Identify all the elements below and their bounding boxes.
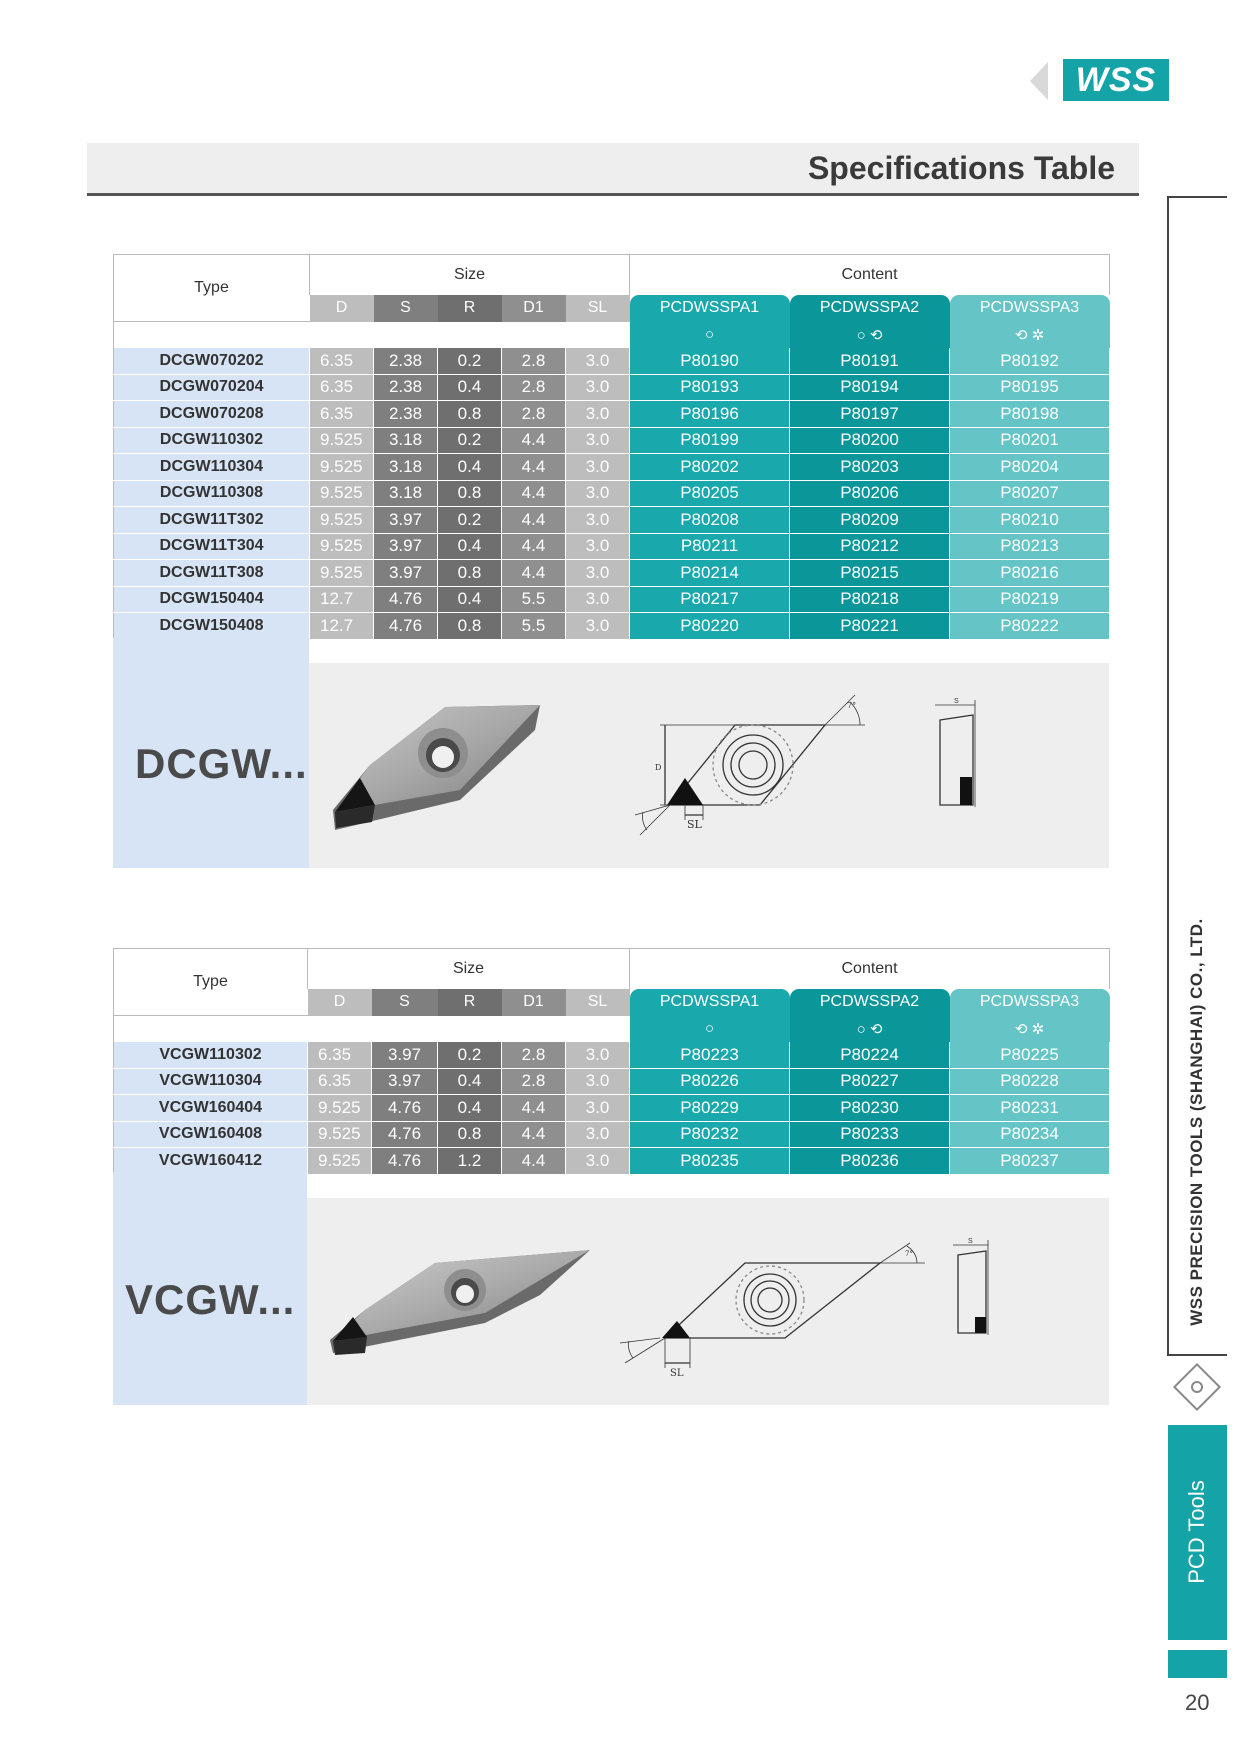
s-value: 2.38 bbox=[374, 348, 438, 375]
type-cell: VCGW160404 bbox=[114, 1095, 308, 1122]
pa3-code: P80204 bbox=[950, 454, 1110, 481]
s-value: 4.76 bbox=[372, 1121, 438, 1148]
grade-header-pa2: PCDWSSPA2 bbox=[790, 989, 950, 1016]
pa3-code: P80213 bbox=[950, 533, 1110, 560]
table-row bbox=[114, 1042, 1110, 1069]
table-row bbox=[114, 1121, 1110, 1148]
type-cell: DCGW110304 bbox=[114, 454, 310, 481]
d-value: 6.35 bbox=[310, 348, 374, 375]
d1-value: 5.5 bbox=[502, 613, 566, 640]
type-cell: DCGW11T304 bbox=[114, 533, 310, 560]
pa1-code: P80223 bbox=[630, 1042, 790, 1069]
content-header: Content bbox=[630, 255, 1110, 295]
d-value: 9.525 bbox=[310, 427, 374, 454]
dim-header-d: D bbox=[310, 295, 374, 322]
d1-value: 4.4 bbox=[502, 1095, 566, 1122]
d-value: 9.525 bbox=[308, 1148, 372, 1175]
sl-value: 3.0 bbox=[566, 586, 630, 613]
r-value: 0.4 bbox=[438, 586, 502, 613]
type-cell: VCGW160412 bbox=[114, 1148, 308, 1175]
symbol-pa1: ○ bbox=[630, 1016, 790, 1042]
d1-value: 4.4 bbox=[502, 533, 566, 560]
r-value: 1.2 bbox=[438, 1148, 502, 1175]
insert-drawing-top-vcgw bbox=[615, 1238, 935, 1378]
dim-header-sl: SL bbox=[566, 989, 630, 1016]
pa3-code: P80192 bbox=[950, 348, 1110, 375]
type-header: Type bbox=[114, 255, 310, 322]
size-header: Size bbox=[310, 255, 630, 295]
spec-table-dcgw bbox=[113, 254, 1110, 640]
pa2-code: P80230 bbox=[790, 1095, 950, 1122]
type-cell: DCGW070202 bbox=[114, 348, 310, 375]
sl-value: 3.0 bbox=[566, 507, 630, 534]
pa2-code: P80236 bbox=[790, 1148, 950, 1175]
pa3-code: P80201 bbox=[950, 427, 1110, 454]
d-value: 9.525 bbox=[310, 507, 374, 534]
label-sl: SL bbox=[670, 1368, 684, 1378]
type-header: Type bbox=[114, 949, 308, 1016]
d-value: 9.525 bbox=[310, 560, 374, 587]
pa3-code: P80195 bbox=[950, 374, 1110, 401]
d-value: 6.35 bbox=[310, 401, 374, 428]
table-row bbox=[114, 454, 1110, 481]
pa3-code: P80219 bbox=[950, 586, 1110, 613]
grade-header-pa3: PCDWSSPA3 bbox=[950, 295, 1110, 322]
pa2-code: P80218 bbox=[790, 586, 950, 613]
pa2-code: P80203 bbox=[790, 454, 950, 481]
pa1-code: P80196 bbox=[630, 401, 790, 428]
table-row bbox=[114, 401, 1110, 428]
symbol-pa2: ○ ⟲ bbox=[790, 1016, 950, 1042]
sl-value: 3.0 bbox=[566, 401, 630, 428]
label-d: D bbox=[655, 763, 662, 772]
d-value: 12.7 bbox=[310, 613, 374, 640]
r-value: 0.4 bbox=[438, 1068, 502, 1095]
table-row bbox=[114, 613, 1110, 640]
table-body bbox=[114, 348, 1110, 640]
company-logo bbox=[1063, 59, 1169, 101]
logo-text: WSS bbox=[1075, 61, 1157, 99]
pa2-code: P80224 bbox=[790, 1042, 950, 1069]
pa1-code: P80193 bbox=[630, 374, 790, 401]
type-cell: DCGW150408 bbox=[114, 613, 310, 640]
pa3-code: P80234 bbox=[950, 1121, 1110, 1148]
r-value: 0.2 bbox=[438, 348, 502, 375]
d1-value: 4.4 bbox=[502, 480, 566, 507]
r-value: 0.2 bbox=[438, 507, 502, 534]
pa3-code: P80207 bbox=[950, 480, 1110, 507]
dim-header-s: S bbox=[372, 989, 438, 1016]
pa1-code: P80199 bbox=[630, 427, 790, 454]
dim-header-d1: D1 bbox=[502, 989, 566, 1016]
symbol-pa3: ⟲ ✲ bbox=[950, 322, 1110, 348]
pa1-code: P80217 bbox=[630, 586, 790, 613]
d1-value: 2.8 bbox=[502, 401, 566, 428]
sl-value: 3.0 bbox=[566, 454, 630, 481]
table-row bbox=[114, 1095, 1110, 1122]
r-value: 0.2 bbox=[438, 1042, 502, 1069]
dim-header-s: S bbox=[374, 295, 438, 322]
d1-value: 4.4 bbox=[502, 427, 566, 454]
s-value: 3.97 bbox=[374, 560, 438, 587]
sl-value: 3.0 bbox=[566, 1042, 630, 1069]
type-cell: DCGW110302 bbox=[114, 427, 310, 454]
sidebar-section-label: PCD Tools bbox=[1184, 1480, 1209, 1584]
content-header: Content bbox=[630, 949, 1110, 989]
table-row bbox=[114, 348, 1110, 375]
table-row bbox=[114, 480, 1110, 507]
d1-value: 4.4 bbox=[502, 454, 566, 481]
s-value: 3.97 bbox=[372, 1068, 438, 1095]
r-value: 0.8 bbox=[438, 1121, 502, 1148]
size-header: Size bbox=[308, 949, 630, 989]
insert-drawing-top-dcgw bbox=[625, 690, 875, 840]
d-value: 6.35 bbox=[308, 1068, 372, 1095]
pa3-code: P80237 bbox=[950, 1148, 1110, 1175]
sl-value: 3.0 bbox=[566, 1095, 630, 1122]
s-value: 3.18 bbox=[374, 427, 438, 454]
grade-header-pa1: PCDWSSPA1 bbox=[630, 989, 790, 1016]
pa1-code: P80235 bbox=[630, 1148, 790, 1175]
type-cell: DCGW070204 bbox=[114, 374, 310, 401]
table-row bbox=[114, 1148, 1110, 1175]
d-value: 9.525 bbox=[310, 533, 374, 560]
spec-table-vcgw bbox=[113, 948, 1110, 1175]
pa3-code: P80210 bbox=[950, 507, 1110, 534]
pa3-code: P80222 bbox=[950, 613, 1110, 640]
pa1-code: P80229 bbox=[630, 1095, 790, 1122]
header-underline bbox=[87, 193, 1139, 196]
d1-value: 5.5 bbox=[502, 586, 566, 613]
page-title: Specifications Table bbox=[807, 150, 1115, 186]
label-s: S bbox=[954, 698, 959, 705]
pa1-code: P80211 bbox=[630, 533, 790, 560]
d1-value: 2.8 bbox=[502, 348, 566, 375]
label-s: S bbox=[968, 1238, 973, 1245]
insert-drawing-side-dcgw bbox=[930, 695, 980, 810]
type-cell: VCGW110304 bbox=[114, 1068, 308, 1095]
d-value: 12.7 bbox=[310, 586, 374, 613]
sl-value: 3.0 bbox=[566, 427, 630, 454]
pa1-code: P80226 bbox=[630, 1068, 790, 1095]
sl-value: 3.0 bbox=[566, 480, 630, 507]
dim-header-d1: D1 bbox=[502, 295, 566, 322]
table-row bbox=[114, 533, 1110, 560]
s-value: 3.97 bbox=[374, 507, 438, 534]
symbol-pa2: ○ ⟲ bbox=[790, 322, 950, 348]
pa2-code: P80212 bbox=[790, 533, 950, 560]
type-cell: DCGW150404 bbox=[114, 586, 310, 613]
sl-value: 3.0 bbox=[566, 1148, 630, 1175]
table-row bbox=[114, 427, 1110, 454]
type-code-dcgw: DCGW... bbox=[135, 740, 308, 787]
pa2-code: P80215 bbox=[790, 560, 950, 587]
pa3-code: P80216 bbox=[950, 560, 1110, 587]
d-value: 9.525 bbox=[308, 1121, 372, 1148]
r-value: 0.8 bbox=[438, 401, 502, 428]
grade-header-pa3: PCDWSSPA3 bbox=[950, 989, 1110, 1016]
pa3-code: P80198 bbox=[950, 401, 1110, 428]
label-angle: 7° bbox=[905, 1250, 913, 1258]
pa2-code: P80233 bbox=[790, 1121, 950, 1148]
table-row bbox=[114, 586, 1110, 613]
s-value: 2.38 bbox=[374, 401, 438, 428]
s-value: 3.97 bbox=[372, 1042, 438, 1069]
logo-arrow-icon bbox=[1030, 62, 1048, 100]
s-value: 3.18 bbox=[374, 480, 438, 507]
pa3-code: P80231 bbox=[950, 1095, 1110, 1122]
symbol-pa1: ○ bbox=[630, 322, 790, 348]
type-blank-cell bbox=[114, 1016, 308, 1042]
size-blank-cell bbox=[308, 1016, 630, 1042]
insert-drawing-side-vcgw bbox=[948, 1237, 993, 1337]
s-value: 4.76 bbox=[372, 1095, 438, 1122]
pa3-code: P80228 bbox=[950, 1068, 1110, 1095]
type-cell: DCGW110308 bbox=[114, 480, 310, 507]
s-value: 4.76 bbox=[372, 1148, 438, 1175]
pa2-code: P80209 bbox=[790, 507, 950, 534]
sl-value: 3.0 bbox=[566, 348, 630, 375]
d-value: 9.525 bbox=[310, 480, 374, 507]
sidebar-section-tab[interactable] bbox=[1168, 1425, 1227, 1640]
pa1-code: P80232 bbox=[630, 1121, 790, 1148]
sl-value: 3.0 bbox=[566, 1068, 630, 1095]
label-angle: 7° bbox=[847, 701, 857, 710]
r-value: 0.8 bbox=[438, 480, 502, 507]
table-row bbox=[114, 560, 1110, 587]
s-value: 4.76 bbox=[374, 586, 438, 613]
s-value: 3.97 bbox=[374, 533, 438, 560]
symbol-pa3: ⟲ ✲ bbox=[950, 1016, 1110, 1042]
d1-value: 4.4 bbox=[502, 1148, 566, 1175]
sl-value: 3.0 bbox=[566, 533, 630, 560]
d-value: 6.35 bbox=[308, 1042, 372, 1069]
sl-value: 3.0 bbox=[566, 560, 630, 587]
d1-value: 2.8 bbox=[502, 1042, 566, 1069]
pa1-code: P80220 bbox=[630, 613, 790, 640]
r-value: 0.4 bbox=[438, 374, 502, 401]
sl-value: 3.0 bbox=[566, 374, 630, 401]
r-value: 0.4 bbox=[438, 1095, 502, 1122]
d1-value: 4.4 bbox=[502, 560, 566, 587]
pa2-code: P80221 bbox=[790, 613, 950, 640]
s-value: 3.18 bbox=[374, 454, 438, 481]
s-value: 2.38 bbox=[374, 374, 438, 401]
table-row bbox=[114, 374, 1110, 401]
d1-value: 2.8 bbox=[502, 1068, 566, 1095]
sl-value: 3.0 bbox=[566, 613, 630, 640]
pa2-code: P80227 bbox=[790, 1068, 950, 1095]
type-code-vcgw: VCGW... bbox=[125, 1276, 296, 1323]
pa2-code: P80206 bbox=[790, 480, 950, 507]
table-row bbox=[114, 1068, 1110, 1095]
table-body bbox=[114, 1042, 1110, 1175]
d1-value: 4.4 bbox=[502, 1121, 566, 1148]
r-value: 0.4 bbox=[438, 454, 502, 481]
pa3-code: P80225 bbox=[950, 1042, 1110, 1069]
sl-value: 3.0 bbox=[566, 1121, 630, 1148]
pa2-code: P80197 bbox=[790, 401, 950, 428]
dim-header-d: D bbox=[308, 989, 372, 1016]
size-blank-cell bbox=[310, 322, 630, 348]
d-value: 6.35 bbox=[310, 374, 374, 401]
type-panel-dcgw bbox=[113, 638, 309, 868]
diamond-icon bbox=[1173, 1363, 1221, 1411]
d1-value: 2.8 bbox=[502, 374, 566, 401]
r-value: 0.8 bbox=[438, 613, 502, 640]
d-value: 9.525 bbox=[308, 1095, 372, 1122]
page-number: 20 bbox=[1185, 1690, 1210, 1715]
dim-header-sl: SL bbox=[566, 295, 630, 322]
pa1-code: P80205 bbox=[630, 480, 790, 507]
pa2-code: P80191 bbox=[790, 348, 950, 375]
label-sl: SL bbox=[687, 818, 702, 831]
type-cell: VCGW160408 bbox=[114, 1121, 308, 1148]
grade-header-pa2: PCDWSSPA2 bbox=[790, 295, 950, 322]
dim-header-r: R bbox=[438, 295, 502, 322]
pa1-code: P80214 bbox=[630, 560, 790, 587]
sidebar-tab-marker bbox=[1168, 1650, 1227, 1678]
type-cell: VCGW110302 bbox=[114, 1042, 308, 1069]
d1-value: 4.4 bbox=[502, 507, 566, 534]
sidebar-company-name: WSS PRECISION TOOLS (SHANGHAI) CO., LTD. bbox=[1187, 918, 1206, 1326]
r-value: 0.8 bbox=[438, 560, 502, 587]
d-value: 9.525 bbox=[310, 454, 374, 481]
insert-photo-dcgw bbox=[330, 700, 550, 835]
dim-header-r: R bbox=[438, 989, 502, 1016]
type-cell: DCGW11T302 bbox=[114, 507, 310, 534]
type-panel-vcgw bbox=[113, 1172, 307, 1405]
type-blank-cell bbox=[114, 322, 310, 348]
s-value: 4.76 bbox=[374, 613, 438, 640]
pa1-code: P80202 bbox=[630, 454, 790, 481]
pa1-code: P80190 bbox=[630, 348, 790, 375]
circle-icon bbox=[1189, 1379, 1206, 1396]
type-cell: DCGW070208 bbox=[114, 401, 310, 428]
type-cell: DCGW11T308 bbox=[114, 560, 310, 587]
r-value: 0.2 bbox=[438, 427, 502, 454]
pa2-code: P80194 bbox=[790, 374, 950, 401]
pa2-code: P80200 bbox=[790, 427, 950, 454]
r-value: 0.4 bbox=[438, 533, 502, 560]
grade-header-pa1: PCDWSSPA1 bbox=[630, 295, 790, 322]
insert-photo-vcgw bbox=[325, 1245, 595, 1360]
table-row bbox=[114, 507, 1110, 534]
pa1-code: P80208 bbox=[630, 507, 790, 534]
